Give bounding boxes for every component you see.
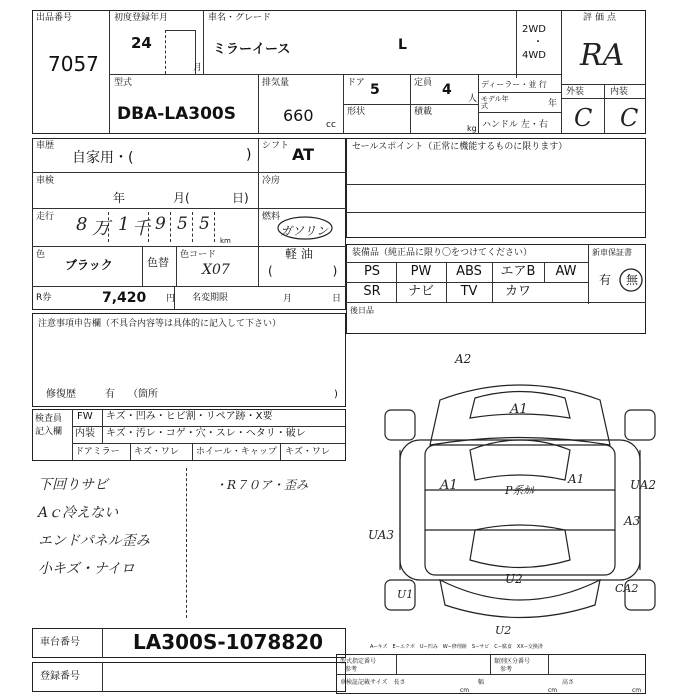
divider: [478, 92, 561, 93]
divider: [165, 30, 195, 31]
doors: 5: [370, 82, 380, 98]
color-value: ブラック: [65, 258, 113, 272]
seats: 4: [442, 82, 452, 98]
exterior-label: 外装: [566, 87, 585, 97]
exterior-grade: C: [574, 104, 593, 132]
notes-divider: [186, 468, 187, 618]
color-code: X07: [202, 262, 230, 278]
checker-fw: FW: [77, 411, 93, 422]
divider: [32, 286, 346, 287]
divider: [192, 443, 193, 461]
model-label: 型式: [114, 78, 133, 88]
load-label: 積載: [414, 107, 433, 117]
checker-fw-items: キズ・凹み・ヒビ割・リペア跡・X要: [106, 411, 273, 422]
score-value: RA: [580, 38, 625, 73]
chassis-number: LA300S-1078820: [133, 630, 324, 654]
year-unit: 年: [548, 99, 558, 109]
equip-tv: TV: [460, 284, 478, 299]
mileage-digit: 8: [76, 214, 88, 235]
cm-unit: cm: [460, 687, 470, 694]
shift-value: AT: [292, 145, 315, 164]
dealer-label: ディーラー・並 行: [481, 80, 547, 89]
divider: [32, 172, 346, 173]
damage-legend: A−キズ E−エクボ U−凹み W−修理跡 S−サビ C−腐食 XX−交換済: [370, 644, 543, 650]
divider: [280, 443, 281, 461]
drive-2wd: 2WD: [522, 24, 546, 35]
sales-point-frame: [346, 138, 646, 238]
checker-wheel: ホイール・キャップ: [196, 447, 277, 457]
class-ref: 参考: [500, 666, 513, 673]
damage-center-text: P系ｶﾙ: [505, 484, 535, 497]
damage-mark: UA3: [368, 528, 395, 542]
recycle-label: R券: [36, 293, 52, 303]
equip-leather: カワ: [504, 284, 531, 299]
repair-value: 有: [105, 389, 115, 400]
class-label: 類別区分番号: [494, 658, 531, 665]
damage-mark: UA2: [630, 478, 657, 492]
fuel-label: 燃料: [262, 212, 281, 222]
divider: [396, 654, 397, 674]
damage-mark: CA2: [615, 582, 639, 595]
score-label: 評価点: [583, 13, 620, 23]
fuel-circle: [276, 214, 336, 242]
divider: [604, 84, 605, 134]
damage-mark: U2: [505, 572, 523, 586]
drive-dot: ・: [533, 37, 543, 48]
mileage-digit: 5: [177, 214, 188, 234]
equip-pw: PW: [410, 264, 432, 279]
mileage-digit: 1: [118, 214, 130, 235]
equip-sr: SR: [363, 284, 381, 299]
width-label: 幅: [478, 679, 485, 686]
damage-mark: U1: [397, 588, 414, 601]
divider: [258, 74, 259, 134]
divider: [490, 654, 491, 674]
divider: [561, 10, 562, 134]
warranty-label: 新車保証書: [592, 248, 632, 257]
car-name: ミラーイース: [213, 42, 291, 57]
reg-label: 登録番号: [40, 671, 80, 682]
divider: [336, 674, 646, 675]
after-items-label: 後日品: [350, 306, 374, 315]
lot-label: 出品番号: [36, 13, 73, 23]
handwritten-note: エンドパネル歪み: [38, 533, 150, 549]
cc-unit: cc: [326, 120, 336, 130]
rule: [346, 212, 646, 213]
mileage-digit: 5: [199, 214, 210, 234]
seats-unit: 人: [468, 94, 478, 104]
model-year-label: モデル年式: [481, 95, 509, 110]
mileage-sep: [214, 212, 215, 242]
shape-label: 形状: [347, 107, 366, 117]
handwritten-note: ・R７０ア・歪み: [215, 478, 309, 492]
damage-mark: U2: [495, 624, 512, 637]
drive-4wd: 4WD: [522, 50, 546, 61]
history-label: 車歴: [36, 141, 55, 151]
warranty-yes: 有: [599, 273, 612, 287]
cm-unit: cm: [548, 687, 558, 694]
mileage-unit-sen: 千: [132, 218, 150, 239]
checker-label: 検査員: [35, 414, 63, 424]
name-change-day: 日: [332, 294, 342, 304]
kg-unit: kg: [467, 124, 477, 133]
divider: [72, 409, 73, 461]
divider: [478, 74, 479, 134]
handwritten-note: 下回りサビ: [38, 477, 108, 493]
history-close: ): [246, 147, 252, 163]
mileage-label: 走行: [36, 212, 55, 222]
divider: [130, 443, 131, 461]
warranty-no-circle: [616, 266, 644, 294]
mileage-unit-man: 万: [92, 218, 110, 239]
color-code-label: 色コード: [180, 250, 217, 260]
damage-mark: A1: [440, 478, 458, 493]
checker-mirror-items: キズ・ワレ: [134, 447, 179, 457]
divider: [346, 302, 646, 303]
lot-number: 7057: [48, 52, 99, 76]
height-label: 高さ: [562, 679, 575, 686]
divider: [478, 112, 561, 113]
warranty-no: 無: [626, 273, 639, 287]
divider: [109, 10, 110, 134]
chassis-label: 車台番号: [40, 637, 80, 648]
handwritten-note: 小キズ・ナイロ: [38, 561, 135, 577]
interior-label: 内装: [610, 87, 629, 97]
handwritten-note: Aｃ冷えない: [38, 505, 119, 521]
divider: [343, 104, 478, 105]
damage-mark: A1: [510, 402, 528, 417]
divider: [32, 208, 346, 209]
handle-label: ハンドル 左・右: [482, 120, 548, 130]
model-code: DBA-LA300S: [117, 104, 236, 124]
fuel-paren: ( ): [268, 264, 338, 278]
divider: [102, 409, 103, 443]
sales-point-label: セールスポイント（正常に機能するものに限ります）: [352, 142, 568, 152]
divider: [588, 244, 589, 304]
checker-int: 内装: [75, 428, 95, 439]
divider: [203, 10, 204, 74]
cooling-label: 冷房: [262, 176, 281, 186]
mileage-sep: [192, 212, 193, 242]
equip-navi: ナビ: [407, 284, 434, 299]
divider: [72, 426, 346, 427]
divider: [548, 654, 549, 674]
mileage-sep: [170, 212, 171, 242]
displacement-label: 排気量: [262, 78, 290, 88]
inspection-month: 月(: [173, 191, 190, 205]
checker-mirror: ドアミラー: [75, 447, 120, 457]
divider: [516, 10, 517, 78]
name-change-month: 月: [283, 294, 293, 304]
shift-label: シフト: [262, 141, 290, 151]
divider: [176, 246, 177, 286]
checker-int-items: キズ・汚レ・コゲ・穴・スレ・ヘタリ・破レ: [106, 428, 306, 439]
yen-unit: 円: [166, 294, 176, 304]
color-label: 色: [36, 250, 46, 260]
first-reg-year: 24: [131, 34, 152, 52]
light-oil-label: 軽 油: [285, 247, 313, 261]
repair-place: （箇所: [128, 389, 158, 400]
inspection-label: 車検: [36, 176, 55, 186]
displacement: 660: [283, 106, 314, 125]
equip-ps: PS: [363, 264, 381, 279]
divider: [102, 628, 103, 658]
divider: [165, 30, 166, 74]
checker-label2: 記入欄: [35, 427, 63, 437]
mileage-digit: 9: [155, 214, 166, 234]
cm-unit: cm: [632, 687, 642, 694]
divider: [142, 246, 143, 286]
divider: [72, 443, 346, 444]
recycle-amount: 7,420: [102, 290, 147, 306]
month-unit: 月: [193, 63, 203, 73]
doors-label: ドア: [347, 78, 365, 88]
first-reg-label: 初度登録年月: [114, 13, 169, 23]
divider: [102, 662, 103, 692]
name-change-label: 名変期限: [192, 293, 229, 303]
damage-mark: A1: [568, 472, 585, 486]
repair-label: 修復歴: [46, 389, 76, 400]
car-name-label: 車名・グレード: [208, 13, 272, 23]
divider: [109, 74, 561, 75]
divider: [258, 138, 259, 286]
inspection-year: 年: [113, 191, 126, 205]
seats-label: 定員: [414, 78, 433, 88]
length-label: 車検証記載サイズ 長さ: [340, 679, 406, 686]
damage-mark: A3: [624, 514, 641, 528]
inspection-day: 日): [232, 191, 249, 205]
km-unit: km: [220, 237, 231, 245]
grade: L: [398, 37, 407, 53]
color-change-label: 色替: [147, 256, 169, 269]
type-ref: 参考: [345, 666, 358, 673]
rule: [346, 184, 646, 185]
interior-grade: C: [620, 104, 639, 132]
equip-airbag: エアB: [500, 264, 536, 279]
equip-abs: ABS: [456, 264, 482, 279]
history-value: 自家用・(: [72, 150, 134, 166]
damage-mark: A2: [455, 352, 472, 366]
checker-wheel-items: キズ・ワレ: [285, 447, 330, 457]
equip-aw: AW: [555, 264, 577, 279]
equipment-label: 装備品（純正品に限り〇をつけてください）: [352, 248, 533, 258]
notes-label: 注意事項申告欄（不具合内容等は具体的に記入して下さい）: [38, 319, 282, 329]
fuel-value: ガソリン: [280, 224, 329, 238]
repair-close: ): [334, 389, 338, 400]
type-designation-label: 型式指定番号: [340, 658, 377, 665]
